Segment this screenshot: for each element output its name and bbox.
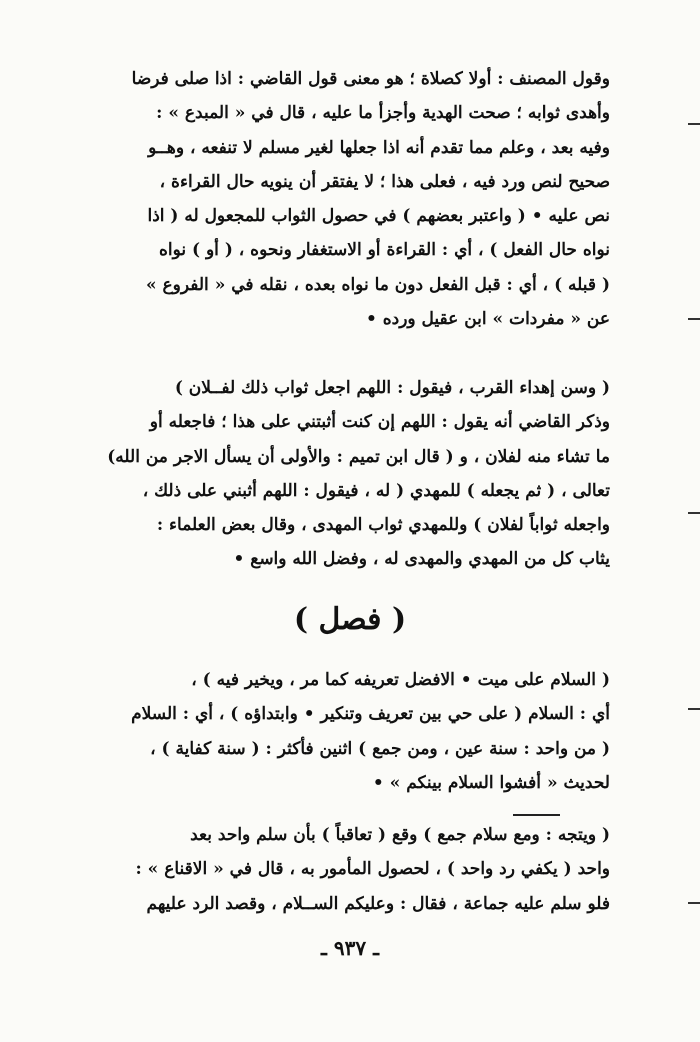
text-line: أي : السلام ( على حي بين تعريف وتنكير • وابتداؤه ) ، أي : السلام bbox=[131, 704, 610, 725]
text-line: ( من واحد : سنة عين ، ومن جمع ) اثنين فأكثر : ( سنة كفاية ) ، bbox=[150, 738, 610, 759]
section-heading: ( فصل ) bbox=[293, 602, 407, 637]
text-line: ( وسن إهداء القرب ، فيقول : اللهم اجعل ثواب ذلك لفــلان ) bbox=[174, 378, 610, 398]
text-line: لحديث « أفشوا السلام بينكم » • bbox=[372, 772, 610, 793]
text-line: نص عليه • ( واعتبر بعضهم ) في حصول الثواب للمجعول له ( اذا bbox=[147, 206, 610, 227]
margin-mark bbox=[688, 512, 700, 514]
text-line: ( قبله ) ، أي : قبل الفعل دون ما نواه بعده ، نقله في « الفروع » bbox=[146, 274, 610, 295]
text-line: وذكر القاضي أنه يقول : اللهم إن كنت أثبتني على هذا ؛ فاجعله أو bbox=[149, 412, 610, 433]
text-line: فلو سلم عليه جماعة ، فقال : وعليكم الســلام ، وقصد الرد عليهم bbox=[146, 893, 610, 914]
paragraph-4 bbox=[85, 818, 610, 921]
paragraph-1 bbox=[85, 62, 610, 336]
text-line: واحد ( يكفي رد واحد ) ، لحصول المأمور به ، قال في « الاقناع » : bbox=[135, 859, 610, 880]
margin-mark bbox=[688, 902, 700, 904]
page-number: ـ ٩٣٧ ـ bbox=[321, 936, 379, 960]
text-line: نواه حال الفعل ) ، أي : القراءة أو الاستغفار ونحوه ، ( أو ) نواه bbox=[158, 240, 610, 261]
text-line: صحيح لنص ورد فيه ، فعلى هذا ؛ لا يفتقر أن ينويه حال القراءة ، bbox=[159, 171, 610, 192]
paragraph-2 bbox=[85, 371, 610, 577]
text-line: يثاب كل من المهدي والمهدى له ، وفضل الله واسع • bbox=[233, 549, 610, 570]
margin-mark bbox=[688, 123, 700, 125]
text-line: تعالى ، ( ثم يجعله ) للمهدي ( له ، فيقول : اللهم أثبني على ذلك ، bbox=[142, 480, 610, 501]
text-line: ( السلام على ميت • الافضل تعريفه كما مر ، ويخير فيه ) ، bbox=[191, 670, 610, 690]
margin-mark bbox=[688, 708, 700, 710]
text-line: واجعله ثواباً لفلان ) وللمهدي ثواب المهدى ، وقال بعض العلماء : bbox=[156, 515, 610, 536]
text-line: وقول المصنف : أولا كصلاة ؛ هو معنى قول القاضي : اذا صلى فرضا bbox=[131, 69, 610, 89]
text-line: ما تشاء منه لفلان ، و ( قال ابن تميم : والأولى أن يسأل الاجر من الله) bbox=[107, 446, 610, 467]
margin-mark bbox=[688, 318, 700, 320]
text-line: عن « مفردات » ابن عقيل ورده • bbox=[365, 309, 610, 330]
text-line: ( ويتجه : ومع سلام جمع ) وقع ( تعاقباً ) بأن سلم واحد بعد bbox=[190, 825, 610, 845]
paragraph-3 bbox=[85, 663, 610, 800]
text-line: وفيه بعد ، وعلم مما تقدم أنه اذا جعلها لغير مسلم لا تنفعه ، وهــو bbox=[148, 137, 610, 158]
section-overline bbox=[513, 814, 560, 816]
text-line: وأهدى ثوابه ؛ صحت الهدية وأجزأ ما عليه ، قال في « المبدع » : bbox=[156, 103, 610, 124]
